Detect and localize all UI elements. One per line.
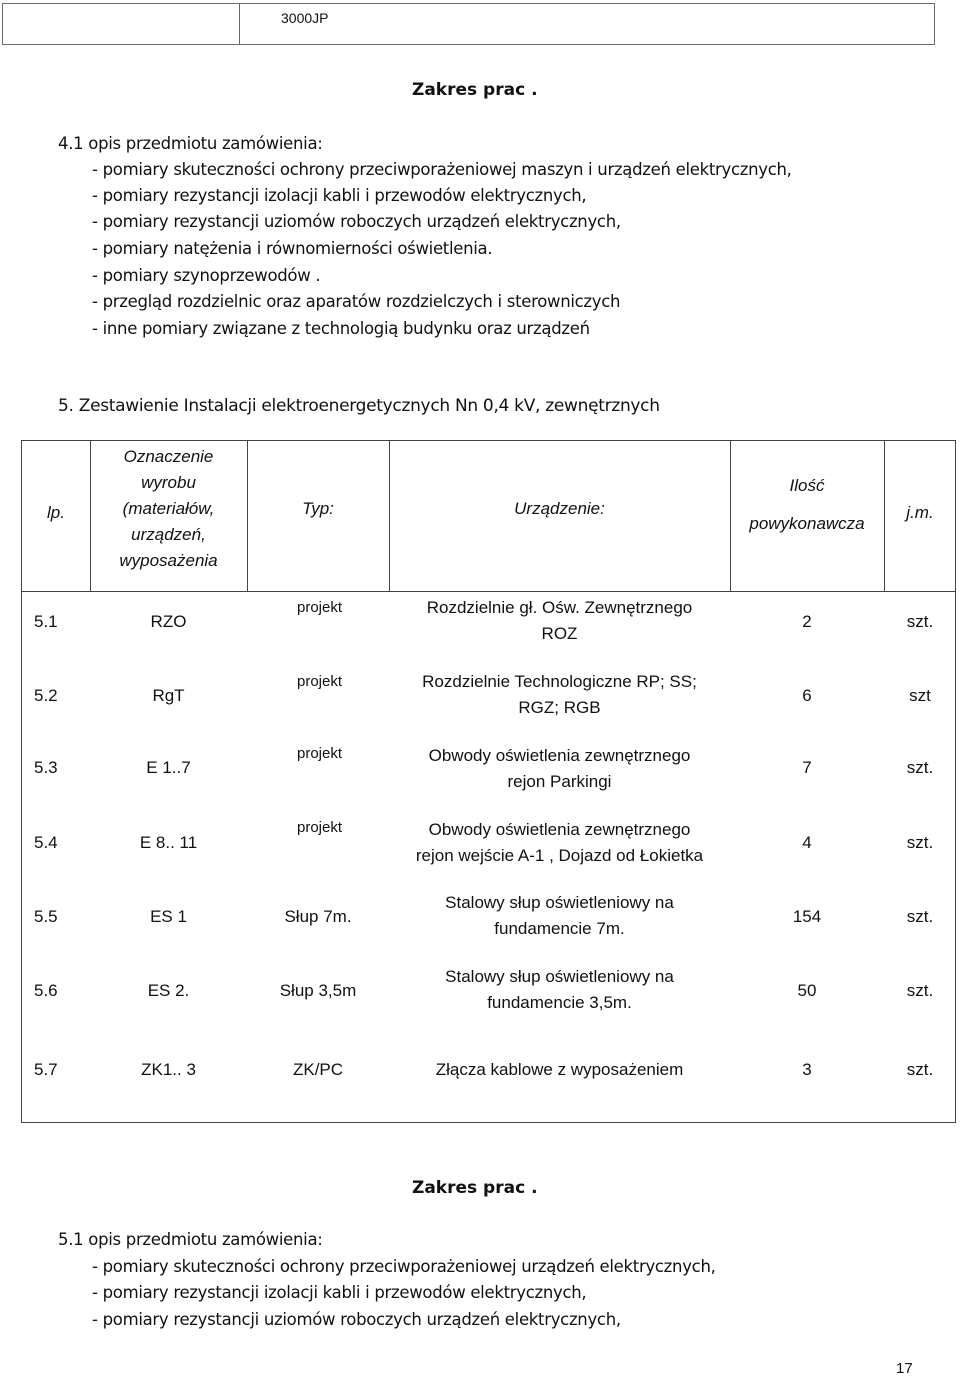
header-urzadzenie: Urządzenie: bbox=[514, 499, 605, 518]
cell-typ: ZK/PC bbox=[292, 1060, 344, 1079]
cell-ilosc: 3 bbox=[802, 1060, 812, 1079]
cell-urzadzenie bbox=[389, 890, 730, 942]
section4-item: - pomiary szynoprzewodów . bbox=[92, 266, 321, 285]
section4-item: - pomiary natężenia i równomierności oświetlenia. bbox=[92, 239, 493, 258]
cell-urzadzenie-line: Obwody oświetlenia zewnętrznego bbox=[428, 746, 691, 765]
cell-oznaczenie: ES 1 bbox=[150, 907, 187, 926]
section5-title: Zakres prac . bbox=[412, 1178, 538, 1198]
cell-ilosc: 7 bbox=[802, 758, 812, 777]
cell-urzadzenie bbox=[389, 595, 730, 647]
cell-urzadzenie-line: Obwody oświetlenia zewnętrznego bbox=[428, 820, 691, 839]
header-ilosc-line: powykonawcza bbox=[749, 514, 865, 533]
header-oznaczenie-line: (materiałów, bbox=[122, 499, 215, 518]
cell-typ: projekt bbox=[297, 673, 343, 690]
section5-heading: 5.1 opis przedmiotu zamówienia: bbox=[58, 1230, 323, 1249]
header-lp: lp. bbox=[47, 503, 65, 522]
cell-ilosc: 4 bbox=[802, 833, 812, 852]
cell-oznaczenie: RgT bbox=[152, 686, 185, 705]
installations-table bbox=[21, 440, 956, 1123]
cell-jm: szt. bbox=[906, 758, 934, 777]
section4-item: - pomiary skuteczności ochrony przeciwporażeniowej maszyn i urządzeń elektrycznych, bbox=[92, 160, 792, 179]
cell-urzadzenie bbox=[389, 964, 730, 1016]
cell-ilosc: 50 bbox=[797, 981, 817, 1000]
cell-urzadzenie-line: rejon Parkingi bbox=[507, 772, 612, 791]
cell-urzadzenie bbox=[389, 1057, 730, 1083]
section4-title: Zakres prac . bbox=[412, 80, 538, 100]
cell-oznaczenie: ES 2. bbox=[147, 981, 190, 1000]
cell-urzadzenie-line: Złącza kablowe z wyposażeniem bbox=[435, 1060, 684, 1079]
cell-oznaczenie: RZO bbox=[150, 612, 187, 631]
cell-urzadzenie-line: RGZ; RGB bbox=[518, 698, 601, 717]
cell-urzadzenie-line: fundamencie 7m. bbox=[494, 919, 625, 938]
header-divider bbox=[22, 591, 955, 592]
cell-oznaczenie: E 8.. 11 bbox=[139, 833, 198, 852]
cell-urzadzenie-line: rejon wejście A-1 , Dojazd od Łokietka bbox=[415, 846, 704, 865]
cell-lp: 5.6 bbox=[34, 981, 58, 1000]
cell-typ: projekt bbox=[297, 819, 343, 836]
section4-item: - przegląd rozdzielnic oraz aparatów rozdzielczych i sterowniczych bbox=[92, 292, 621, 311]
cell-urzadzenie bbox=[389, 743, 730, 795]
cell-urzadzenie-line: Stalowy słup oświetleniowy na bbox=[445, 967, 674, 986]
header-oznaczenie-line: Oznaczenie bbox=[123, 447, 214, 466]
cell-urzadzenie bbox=[389, 817, 730, 869]
section4-heading: 4.1 opis przedmiotu zamówienia: bbox=[58, 134, 323, 153]
cell-lp: 5.5 bbox=[34, 907, 58, 926]
cell-ilosc: 154 bbox=[792, 907, 822, 926]
section5-item: - pomiary skuteczności ochrony przeciwporażeniowej urządzeń elektrycznych, bbox=[92, 1257, 716, 1276]
cell-oznaczenie: ZK1.. 3 bbox=[141, 1060, 196, 1079]
header-ilosc bbox=[730, 473, 884, 537]
section5-item: - pomiary rezystancji izolacji kabli i przewodów elektrycznych, bbox=[92, 1283, 587, 1302]
header-oznaczenie bbox=[90, 444, 247, 574]
header-oznaczenie-line: wyposażenia bbox=[119, 551, 218, 570]
cell-jm: szt. bbox=[906, 612, 934, 631]
cell-jm: szt. bbox=[906, 907, 934, 926]
cell-lp: 5.2 bbox=[34, 686, 58, 705]
page-number: 17 bbox=[896, 1360, 913, 1377]
header-empty-cell bbox=[3, 4, 240, 44]
header-typ: Typ: bbox=[302, 499, 334, 518]
header-ilosc-line: Ilość bbox=[789, 476, 825, 495]
section4-item: - pomiary rezystancji uziomów roboczych urządzeń elektrycznych, bbox=[92, 212, 621, 231]
cell-urzadzenie-line: ROZ bbox=[541, 624, 578, 643]
cell-oznaczenie: E 1..7 bbox=[146, 758, 191, 777]
section5-table-heading: 5. Zestawienie Instalacji elektroenergetycznych Nn 0,4 kV, zewnętrznych bbox=[58, 396, 660, 416]
cell-typ: Słup 7m. bbox=[284, 907, 352, 926]
cell-urzadzenie bbox=[389, 669, 730, 721]
cell-jm: szt bbox=[909, 686, 931, 705]
cell-lp: 5.4 bbox=[34, 833, 58, 852]
cell-urzadzenie-line: fundamencie 3,5m. bbox=[487, 993, 632, 1012]
document-header-box bbox=[2, 3, 935, 45]
cell-ilosc: 6 bbox=[802, 686, 812, 705]
header-oznaczenie-line: urządzeń, bbox=[131, 525, 206, 544]
cell-typ: projekt bbox=[297, 599, 343, 616]
cell-typ: projekt bbox=[297, 745, 343, 762]
cell-jm: szt. bbox=[906, 1060, 934, 1079]
header-jm: j.m. bbox=[906, 503, 934, 522]
cell-urzadzenie-line: Rozdzielnie Technologiczne RP; SS; bbox=[422, 672, 697, 691]
cell-urzadzenie-line: Stalowy słup oświetleniowy na bbox=[445, 893, 674, 912]
cell-ilosc: 2 bbox=[802, 612, 812, 631]
cell-lp: 5.7 bbox=[34, 1060, 58, 1079]
cell-typ: Słup 3,5m bbox=[279, 981, 357, 1000]
section5-item: - pomiary rezystancji uziomów roboczych urządzeń elektrycznych, bbox=[92, 1310, 621, 1329]
cell-jm: szt. bbox=[906, 833, 934, 852]
cell-lp: 5.1 bbox=[34, 612, 58, 631]
cell-jm: szt. bbox=[906, 981, 934, 1000]
header-oznaczenie-line: wyrobu bbox=[141, 473, 196, 492]
cell-urzadzenie-line: Rozdzielnie gł. Ośw. Zewnętrznego bbox=[426, 598, 693, 617]
document-code: 3000JP bbox=[281, 10, 329, 26]
section4-item: - inne pomiary związane z technologią budynku oraz urządzeń bbox=[92, 319, 590, 338]
section4-item: - pomiary rezystancji izolacji kabli i przewodów elektrycznych, bbox=[92, 186, 587, 205]
cell-lp: 5.3 bbox=[34, 758, 58, 777]
